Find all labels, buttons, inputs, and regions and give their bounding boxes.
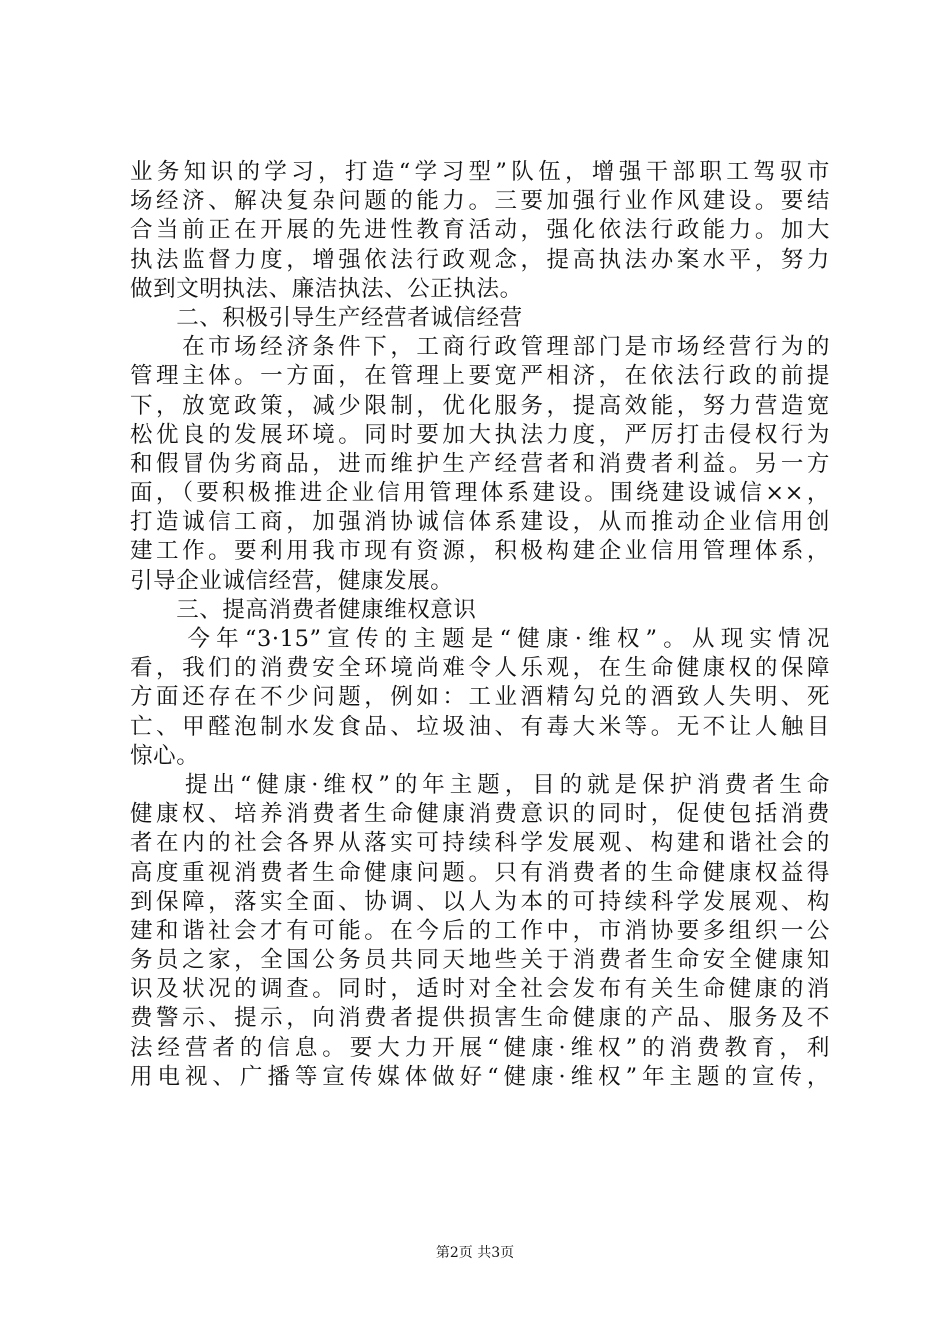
text-line: 做到文明执法、廉洁执法、公正执法。: [130, 275, 523, 302]
text-line: 用电视、广播等宣传媒体做好“健康·维权”年主题的宣传，: [130, 1063, 830, 1090]
text-line: 看，我们的消费安全环境尚难令人乐观，在生命健康权的保障: [130, 655, 830, 682]
text-line: 惊心。: [130, 742, 200, 769]
text-line: 业务知识的学习，打造“学习型”队伍，增强干部职工驾驭市: [130, 159, 830, 185]
page-footer: [0, 1243, 950, 1263]
text-line: 者在内的社会各界从落实可持续科学发展观、构建和谐社会的: [130, 830, 830, 857]
text-line: 高度重视消费者生命健康问题。只有消费者的生命健康权益得: [130, 859, 830, 886]
text-line: 法经营者的信息。要大力开展“健康·维权”的消费教育，利: [130, 1034, 830, 1061]
text-line: 到保障，落实全面、协调、以人为本的可持续科学发展观、构: [130, 888, 830, 915]
text-line: 松优良的发展环境。同时要加大执法力度，严厉打击侵权行为: [130, 421, 830, 448]
text-line: 建和谐社会才有可能。在今后的工作中，市消协要多组织一公: [130, 917, 830, 944]
text-line: 识及状况的调查。同时，适时对全社会发布有关生命健康的消: [130, 976, 830, 1003]
text-line: 执法监督力度，增强依法行政观念，提高执法办案水平，努力: [130, 246, 830, 273]
text-line: 务员之家，全国公务员共同天地些关于消费者生命安全健康知: [130, 947, 830, 974]
text-line: 提出“健康·维权”的年主题，目的就是保护消费者生命: [130, 771, 830, 798]
text-line: 二、积极引导生产经营者诚信经营: [130, 304, 523, 331]
text-line: 健康权、培养消费者生命健康消费意识的同时，促使包括消费: [130, 801, 830, 828]
text-line: 下，放宽政策，减少限制，优化服务，提高效能，努力营造宽: [130, 392, 830, 419]
text-line: 面，（要积极推进企业信用管理体系建设。围绕建设诚信××，: [130, 480, 830, 507]
page-number-label: 第2页 共3页: [435, 1245, 515, 1261]
text-line: 建工作。要利用我市现有资源，积极构建企业信用管理体系，: [130, 538, 830, 565]
text-line: 引导企业诚信经营，健康发展。: [130, 567, 454, 594]
text-line: 费警示、提示，向消费者提供损害生命健康的产品、服务及不: [130, 1005, 830, 1032]
text-line: 和假冒伪劣商品，进而维护生产经营者和消费者利益。另一方: [130, 450, 830, 477]
text-line: 方面还存在不少问题，例如：工业酒精勾兑的酒致人失明、死: [130, 684, 830, 711]
text-line: 场经济、解决复杂问题的能力。三要加强行业作风建设。要结: [130, 188, 830, 215]
text-line: 今年“3·15”宣传的主题是“健康·维权”。从现实情况: [130, 626, 830, 652]
text-line: 打造诚信工商，加强消协诚信体系建设，从而推动企业信用创: [130, 509, 830, 536]
text-line: 在市场经济条件下，工商行政管理部门是市场经营行为的: [130, 334, 830, 361]
text-line: 亡、甲醛泡制水发食品、垃圾油、有毒大米等。无不让人触目: [130, 713, 830, 740]
document-body: [130, 158, 830, 1092]
text-line: 合当前正在开展的先进性教育活动，强化依法行政能力。加大: [130, 217, 830, 244]
text-line: 三、提高消费者健康维权意识: [130, 596, 477, 623]
text-line: 管理主体。一方面，在管理上要宽严相济，在依法行政的前提: [130, 363, 830, 390]
